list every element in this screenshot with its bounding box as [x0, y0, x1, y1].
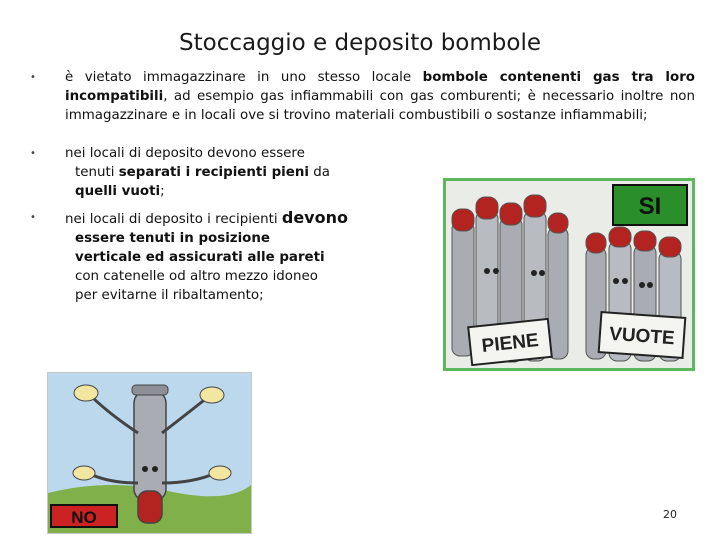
- bullet-2-end: ;: [160, 184, 165, 199]
- bullet-2-text-da: da: [308, 165, 330, 180]
- page-number: 20: [663, 508, 677, 521]
- si-sign: [613, 185, 687, 225]
- bullet-2-text: tenuti: [75, 165, 119, 180]
- vuote-label: VUOTE: [608, 323, 676, 350]
- bullet-3-line-2: [65, 229, 348, 248]
- bullet-3-bold-a: essere tenuti in posizione: [75, 231, 270, 246]
- piene-label: PIENE: [480, 330, 540, 357]
- si-sign-label: SI: [638, 193, 662, 220]
- bullet-3-text: nei locali di deposito i recipienti: [65, 212, 282, 227]
- si-illustration: [443, 178, 695, 371]
- bullet-1-bold: bombole contenenti gas tra loro incompatibili: [65, 70, 695, 104]
- bullet-3-devono: devono: [281, 208, 348, 227]
- no-sign: [51, 505, 117, 527]
- bullet-marker: •: [30, 212, 36, 223]
- bullet-2-bold: separati i recipienti pieni: [118, 165, 309, 180]
- bullet-2-line-1: nei locali di deposito devono essere: [65, 146, 305, 161]
- bullet-3-line-4: con catenelle od altro mezzo idoneo: [75, 269, 318, 284]
- cylinder-no-drawing: [48, 373, 251, 533]
- bullet-3-line-5: per evitarne il ribaltamento;: [75, 288, 264, 303]
- piene-placard: [468, 319, 552, 365]
- no-sign-label: NO: [71, 508, 97, 527]
- bullet-item-1: [65, 68, 695, 125]
- bullet-2-bold-empty: quelli vuoti: [75, 184, 161, 199]
- bullet-1-text-a: è vietato immagazzinare in uno stesso locale: [65, 70, 423, 85]
- bullet-3-bold-b: verticale ed assicurati alle pareti: [75, 250, 325, 265]
- bullet-marker: •: [30, 72, 36, 83]
- bullet-item-2: [65, 144, 330, 201]
- bullet-marker: •: [30, 148, 36, 159]
- vuote-placard: [599, 312, 686, 358]
- bullet-2-line-2: [65, 163, 330, 182]
- slide-title: Stoccaggio e deposito bombole: [179, 30, 541, 56]
- bullet-1-text-b: , ad esempio gas infiammabili con gas comburenti; è necessario inoltre non immagazzinare e in locali ove si trovino materiali combustibili o sostanze infiammabili;: [65, 89, 695, 123]
- cylinders-si-drawing: [446, 181, 692, 368]
- bullet-3-line-1: [65, 208, 348, 227]
- no-illustration: [47, 372, 252, 534]
- bullet-3-line-3: [65, 248, 348, 267]
- bullet-item-3: [65, 208, 348, 305]
- bullet-2-line-3: [65, 182, 330, 201]
